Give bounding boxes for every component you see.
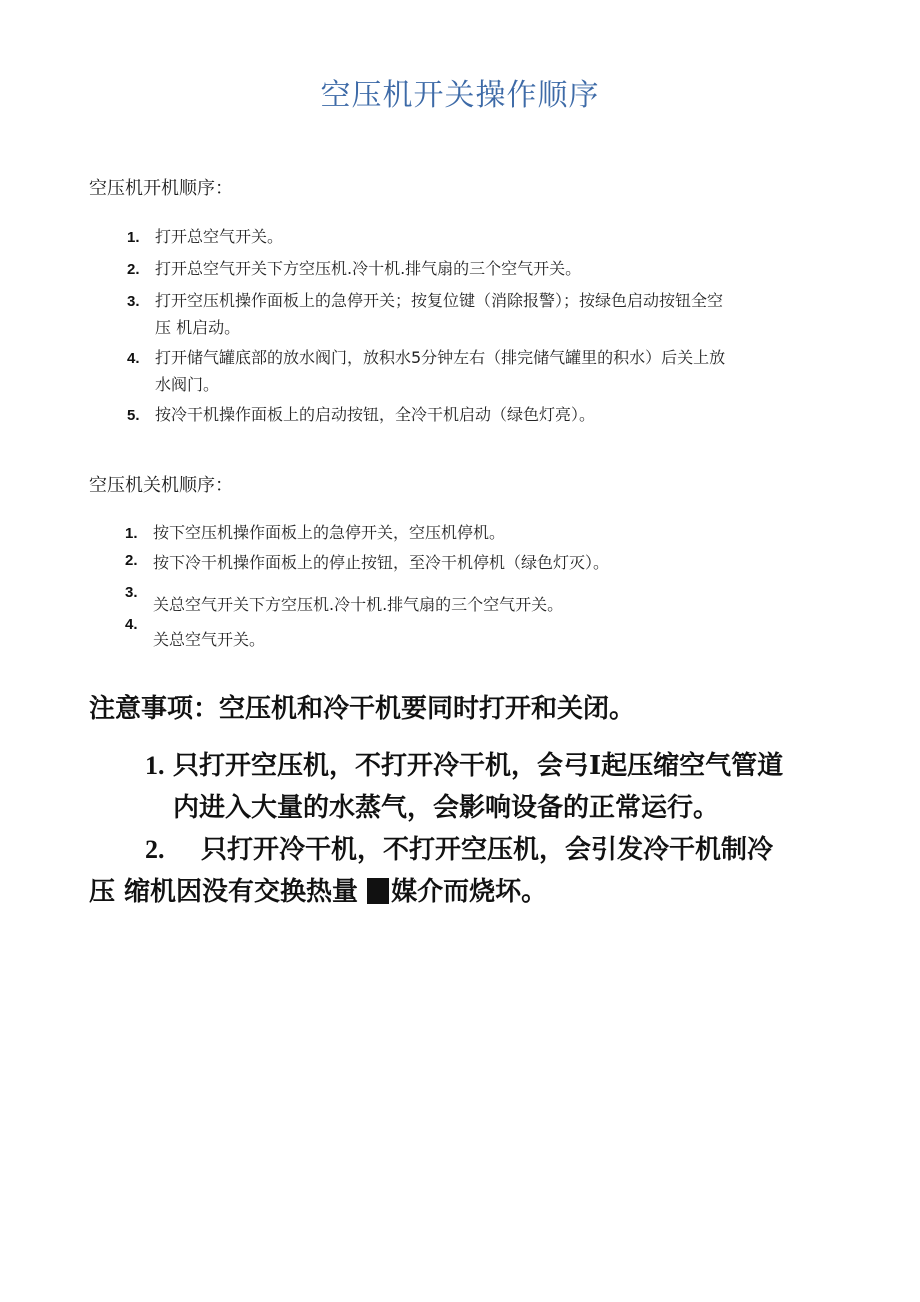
notice-number: 1. — [145, 751, 165, 780]
ink-blot-icon — [367, 878, 389, 904]
notice-heading: 注意事项：空压机和冷干机要同时打开和关闭。 — [89, 694, 636, 724]
start-sequence-heading: 空压机开机顺序： — [89, 178, 233, 199]
item-text: 打开总空气开关。 — [155, 227, 284, 246]
item-text: 关总空气开关下方空压机.冷十机.排气扇的三个空气开关。 — [153, 595, 564, 614]
notice-list — [0, 745, 920, 945]
item-number: 2. — [125, 552, 138, 569]
item-text-line: 压 机启动。 — [155, 318, 241, 337]
item-text: 按冷干机操作面板上的启动按钮，全冷干机启动（绿色灯亮）。 — [155, 405, 596, 424]
item-text: 打开总空气开关下方空压机.冷十机.排气扇的三个空气开关。 — [155, 259, 582, 278]
notice-text-fragment: 媒介而烧坏。 — [391, 877, 548, 907]
item-text-line: 打开储气罐底部的放水阀门，放积水5分钟左右（排完储气罐里的积水）后关上放 — [155, 348, 726, 367]
item-text-line: 打开空压机操作面板上的急停开关；按复位键（消除报警）；按绿色启动按钮全空 — [155, 291, 724, 310]
item-number: 5. — [127, 407, 140, 424]
item-number: 3. — [127, 293, 140, 310]
item-number: 1. — [127, 229, 140, 246]
item-number: 4. — [127, 350, 140, 367]
item-text: 按下空压机操作面板上的急停开关，空压机停机。 — [153, 523, 506, 542]
notice-text-line: 只打开冷干机，不打开空压机，会引发冷干机制冷 — [201, 835, 774, 865]
item-number: 1. — [125, 525, 138, 542]
notice-text-fragment: 压 缩机因没有交换热量 — [89, 877, 368, 907]
page-title: 空压机开关操作顺序 — [320, 78, 600, 113]
item-number: 4. — [125, 616, 138, 633]
item-text: 关总空气开关。 — [153, 630, 266, 649]
notice-text-line: 内进入大量的水蒸气，会影响设备的正常运行。 — [173, 793, 720, 823]
stop-sequence-heading: 空压机关机顺序： — [89, 475, 233, 496]
item-number: 3. — [125, 584, 138, 601]
notice-number: 2. — [145, 835, 165, 864]
item-text-line: 水阀门。 — [155, 375, 220, 394]
item-number: 2. — [127, 261, 140, 278]
notice-text-line: 只打开空压机，不打开冷干机，会弓I起压缩空气管道 — [173, 751, 784, 781]
notice-text-line — [89, 871, 547, 913]
item-text: 按下冷干机操作面板上的停止按钮，至冷干机停机（绿色灯灭）。 — [153, 553, 610, 572]
